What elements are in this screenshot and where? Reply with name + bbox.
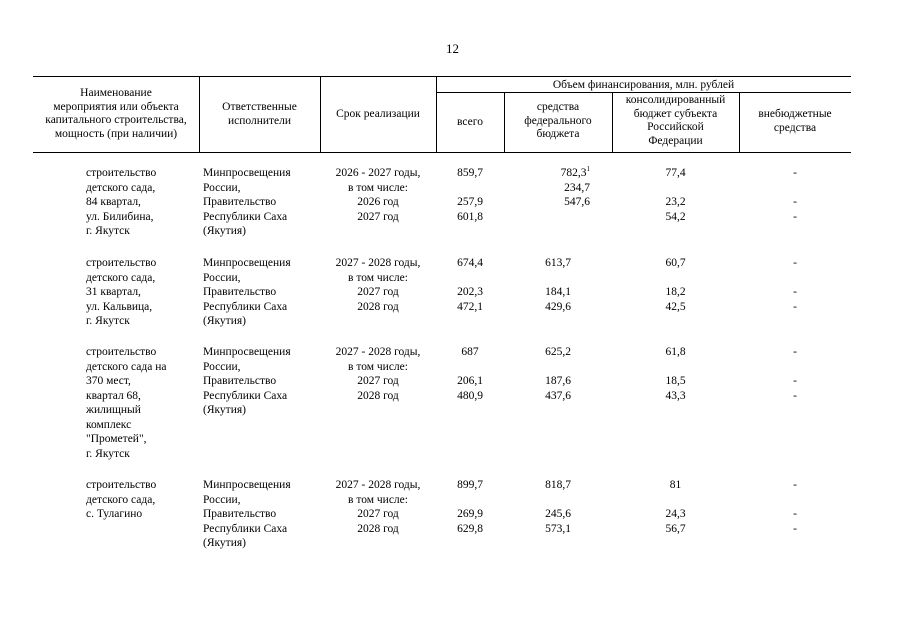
header-name: Наименование мероприятия или объекта капитального строительства, мощность (при наличии) <box>45 87 187 140</box>
row-3-executors: Минпросвещения России, Правительство Республики Саха (Якутия) <box>203 346 291 416</box>
row-4-total: 899,7 269,9 629,8 <box>457 479 483 535</box>
row-4-term: 2027 - 2028 годы, в том числе: 2027 год 2028 год <box>335 479 421 535</box>
row-3-extra: - - - <box>793 346 797 402</box>
row-1-term: 2026 - 2027 годы, в том числе: 2026 год 2027 год <box>335 167 421 223</box>
row-1-federal-first: 782,3 <box>560 167 587 179</box>
row-3-term: 2027 - 2028 годы, в том числе: 2027 год 2028 год <box>335 346 421 402</box>
row-3-federal: 625,2 187,6 437,6 <box>545 346 571 402</box>
header-extrabudget: внебюджетные средства <box>758 108 832 134</box>
row-4-name: строительство детского сада, с. Тулагино <box>86 479 157 520</box>
row-4-executors: Минпросвещения России, Правительство Республики Саха (Якутия) <box>203 479 291 549</box>
row-1-federal-rest: 234,7 547,6 <box>564 181 590 208</box>
row-3-name: строительство детского сада на 370 мест, квартал 68, жилищный комплекс "Прометей", г. Якутск <box>86 346 167 460</box>
footnote-marker: 1 <box>586 165 590 174</box>
row-4-federal: 818,7 245,6 573,1 <box>545 479 571 535</box>
row-1-executors: Минпросвещения России, Правительство Республики Саха (Якутия) <box>203 167 291 237</box>
row-2-federal: 613,7 184,1 429,6 <box>545 257 571 313</box>
header-federal: средства федерального бюджета <box>524 101 592 140</box>
row-1-federal <box>530 166 590 210</box>
row-1-total: 859,7 257,9 601,8 <box>457 167 483 223</box>
row-2-extra: - - - <box>793 257 797 313</box>
row-4-regional: 81 24,3 56,7 <box>665 479 686 535</box>
row-1-name: строительство детского сада, 84 квартал, ул. Билибина, г. Якутск <box>86 167 157 237</box>
row-2-regional: 60,7 18,2 42,5 <box>665 257 686 313</box>
header-regional: консолидированный бюджет субъекта Российской Федерации <box>625 94 726 147</box>
header-financing: Объем финансирования, млн. рублей <box>552 79 735 91</box>
header-term: Срок реализации <box>336 108 420 120</box>
row-1-extra: - - - <box>793 167 797 223</box>
row-3-regional: 61,8 18,5 43,3 <box>665 346 686 402</box>
row-2-total: 674,4 202,3 472,1 <box>457 257 483 313</box>
row-4-extra: - - - <box>793 479 797 535</box>
row-3-total: 687 206,1 480,9 <box>457 346 483 402</box>
row-1-regional: 77,4 23,2 54,2 <box>665 167 686 223</box>
row-2-name: строительство детского сада, 31 квартал, ул. Кальвица, г. Якутск <box>86 257 157 327</box>
header-bottom-rule <box>33 152 851 153</box>
row-2-executors: Минпросвещения России, Правительство Республики Саха (Якутия) <box>203 257 291 327</box>
page-number: 12 <box>446 41 459 56</box>
table-top-rule <box>33 76 851 77</box>
header-executors: Ответственные исполнители <box>222 101 297 127</box>
row-2-term: 2027 - 2028 годы, в том числе: 2027 год 2028 год <box>335 257 421 313</box>
header-total: всего <box>457 116 483 128</box>
